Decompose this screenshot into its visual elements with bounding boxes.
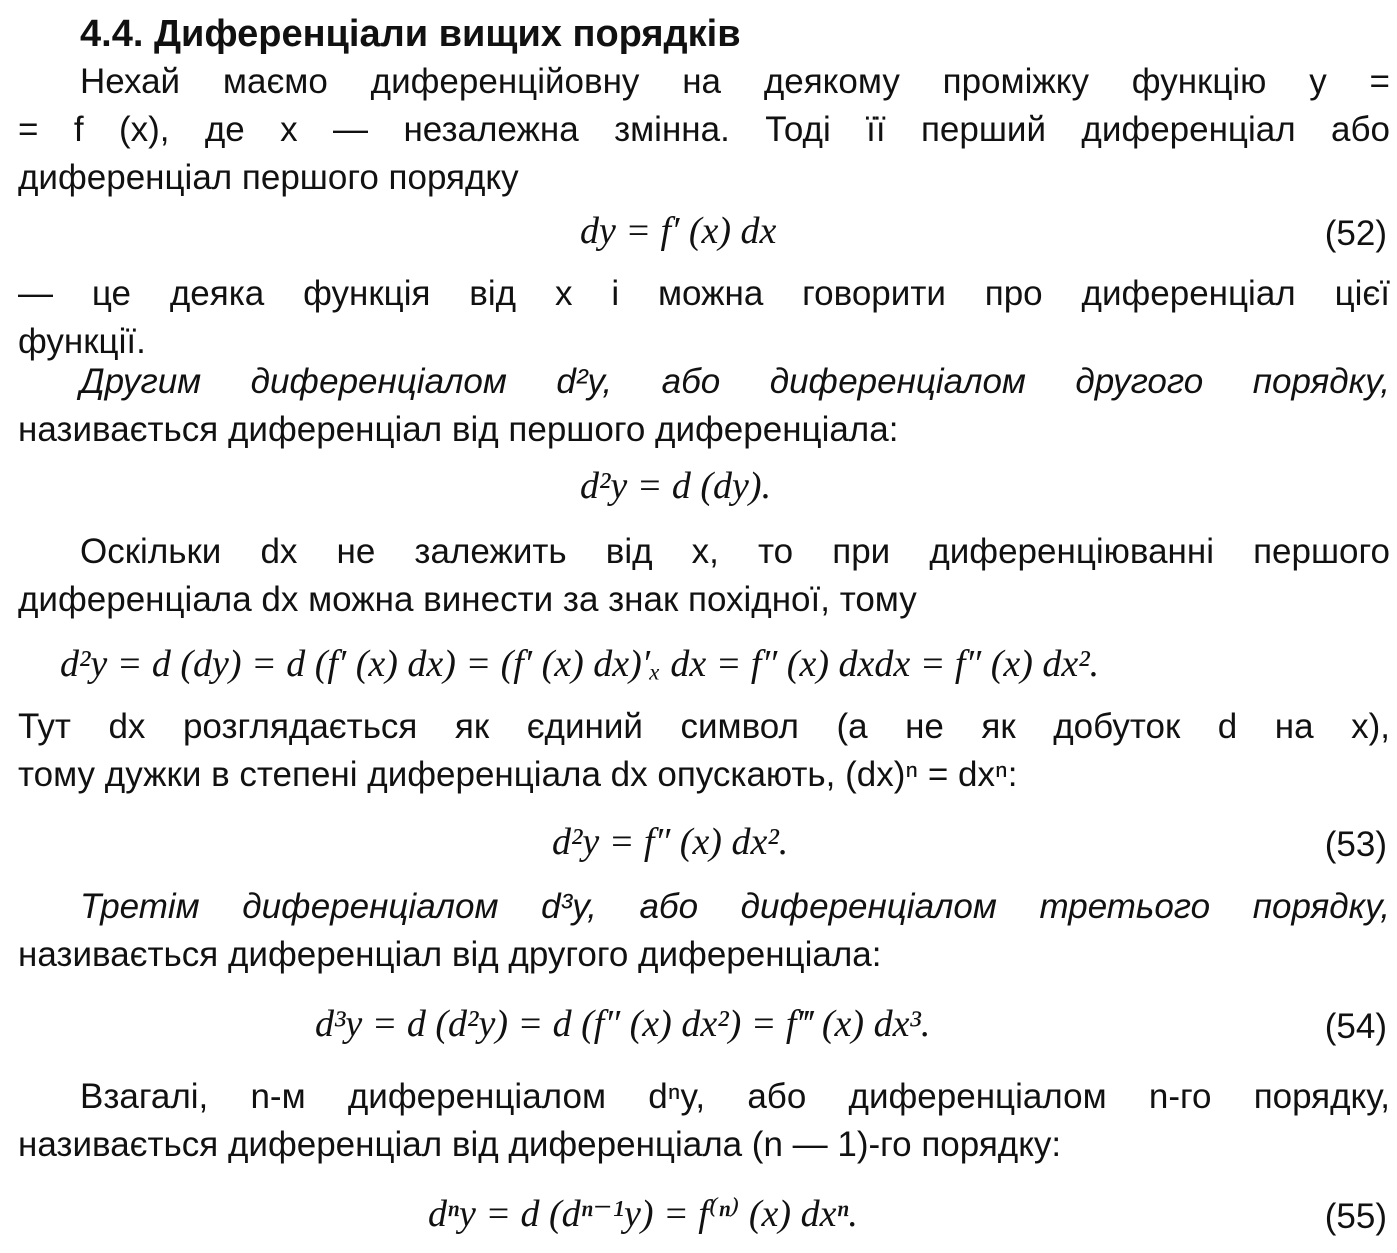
text-line: Тут dx розглядається як єдиний символ (а не як добуток d на x), — [18, 707, 1390, 746]
text-line: Третім диференціалом d³y, або диференціалом третього порядку, — [80, 887, 1390, 926]
equation-52: dy = f′ (x) dx — [580, 210, 777, 252]
text-line: Оскільки dx не залежить від x, то при диференціюванні першого — [80, 532, 1390, 571]
text-line: = f (x), де x — незалежна змінна. Тоді її перший диференціал або — [18, 110, 1390, 149]
paragraph-dx-symbol — [18, 703, 1390, 799]
text-line: Взагалі, n-м диференціалом dⁿy, або диференціалом n-го порядку, — [80, 1077, 1390, 1116]
equation-number-52: (52) — [1324, 214, 1387, 253]
text-line: Другим диференціалом d²y, або диференціалом другого порядку, — [80, 362, 1390, 401]
text-line: функції. — [18, 322, 146, 361]
paragraph-third-differential-definition — [18, 883, 1390, 979]
text-line: тому дужки в степені диференціала dx опускають, (dx)ⁿ = dxⁿ: — [18, 755, 1018, 794]
equation-53: d²y = f″ (x) dx². — [552, 821, 789, 863]
equation-second-differential-derivation: d²y = d (dy) = d (f′ (x) dx) = (f′ (x) dx)′ₓ dx = f″ (x) dxdx = f″ (x) dx². — [60, 643, 1100, 685]
paragraph-dx-independent — [18, 528, 1390, 624]
equation-number-53: (53) — [1324, 825, 1387, 864]
paragraph-intro — [18, 58, 1390, 202]
paragraph-function-of-x — [18, 270, 1390, 366]
paragraph-second-differential-definition — [18, 358, 1390, 454]
text-line: називається диференціал від першого диференціала: — [18, 410, 899, 449]
text-line: диференціала dx можна винести за знак похідної, тому — [18, 580, 917, 619]
section-heading: 4.4. Диференціали вищих порядків — [80, 13, 741, 55]
paragraph-nth-differential-definition — [18, 1073, 1390, 1169]
equation-number-54: (54) — [1324, 1007, 1387, 1046]
text-line: — це деяка функція від x і можна говорити про диференціал цієї — [18, 274, 1390, 313]
text-line: називається диференціал від диференціала (n — 1)-го порядку: — [18, 1125, 1062, 1164]
equation-54: d³y = d (d²y) = d (f″ (x) dx²) = f‴ (x) dx³. — [315, 1003, 931, 1045]
equation-second-differential: d²y = d (dy). — [580, 465, 772, 507]
text-line: диференціал першого порядку — [18, 158, 519, 197]
text-line: називається диференціал від другого диференціала: — [18, 935, 882, 974]
text-line: Нехай маємо диференційовну на деякому проміжку функцію y = — [80, 62, 1390, 101]
equation-55: dⁿy = d (dⁿ⁻¹y) = f⁽ⁿ⁾ (x) dxⁿ. — [428, 1193, 858, 1235]
equation-number-55: (55) — [1324, 1197, 1387, 1236]
